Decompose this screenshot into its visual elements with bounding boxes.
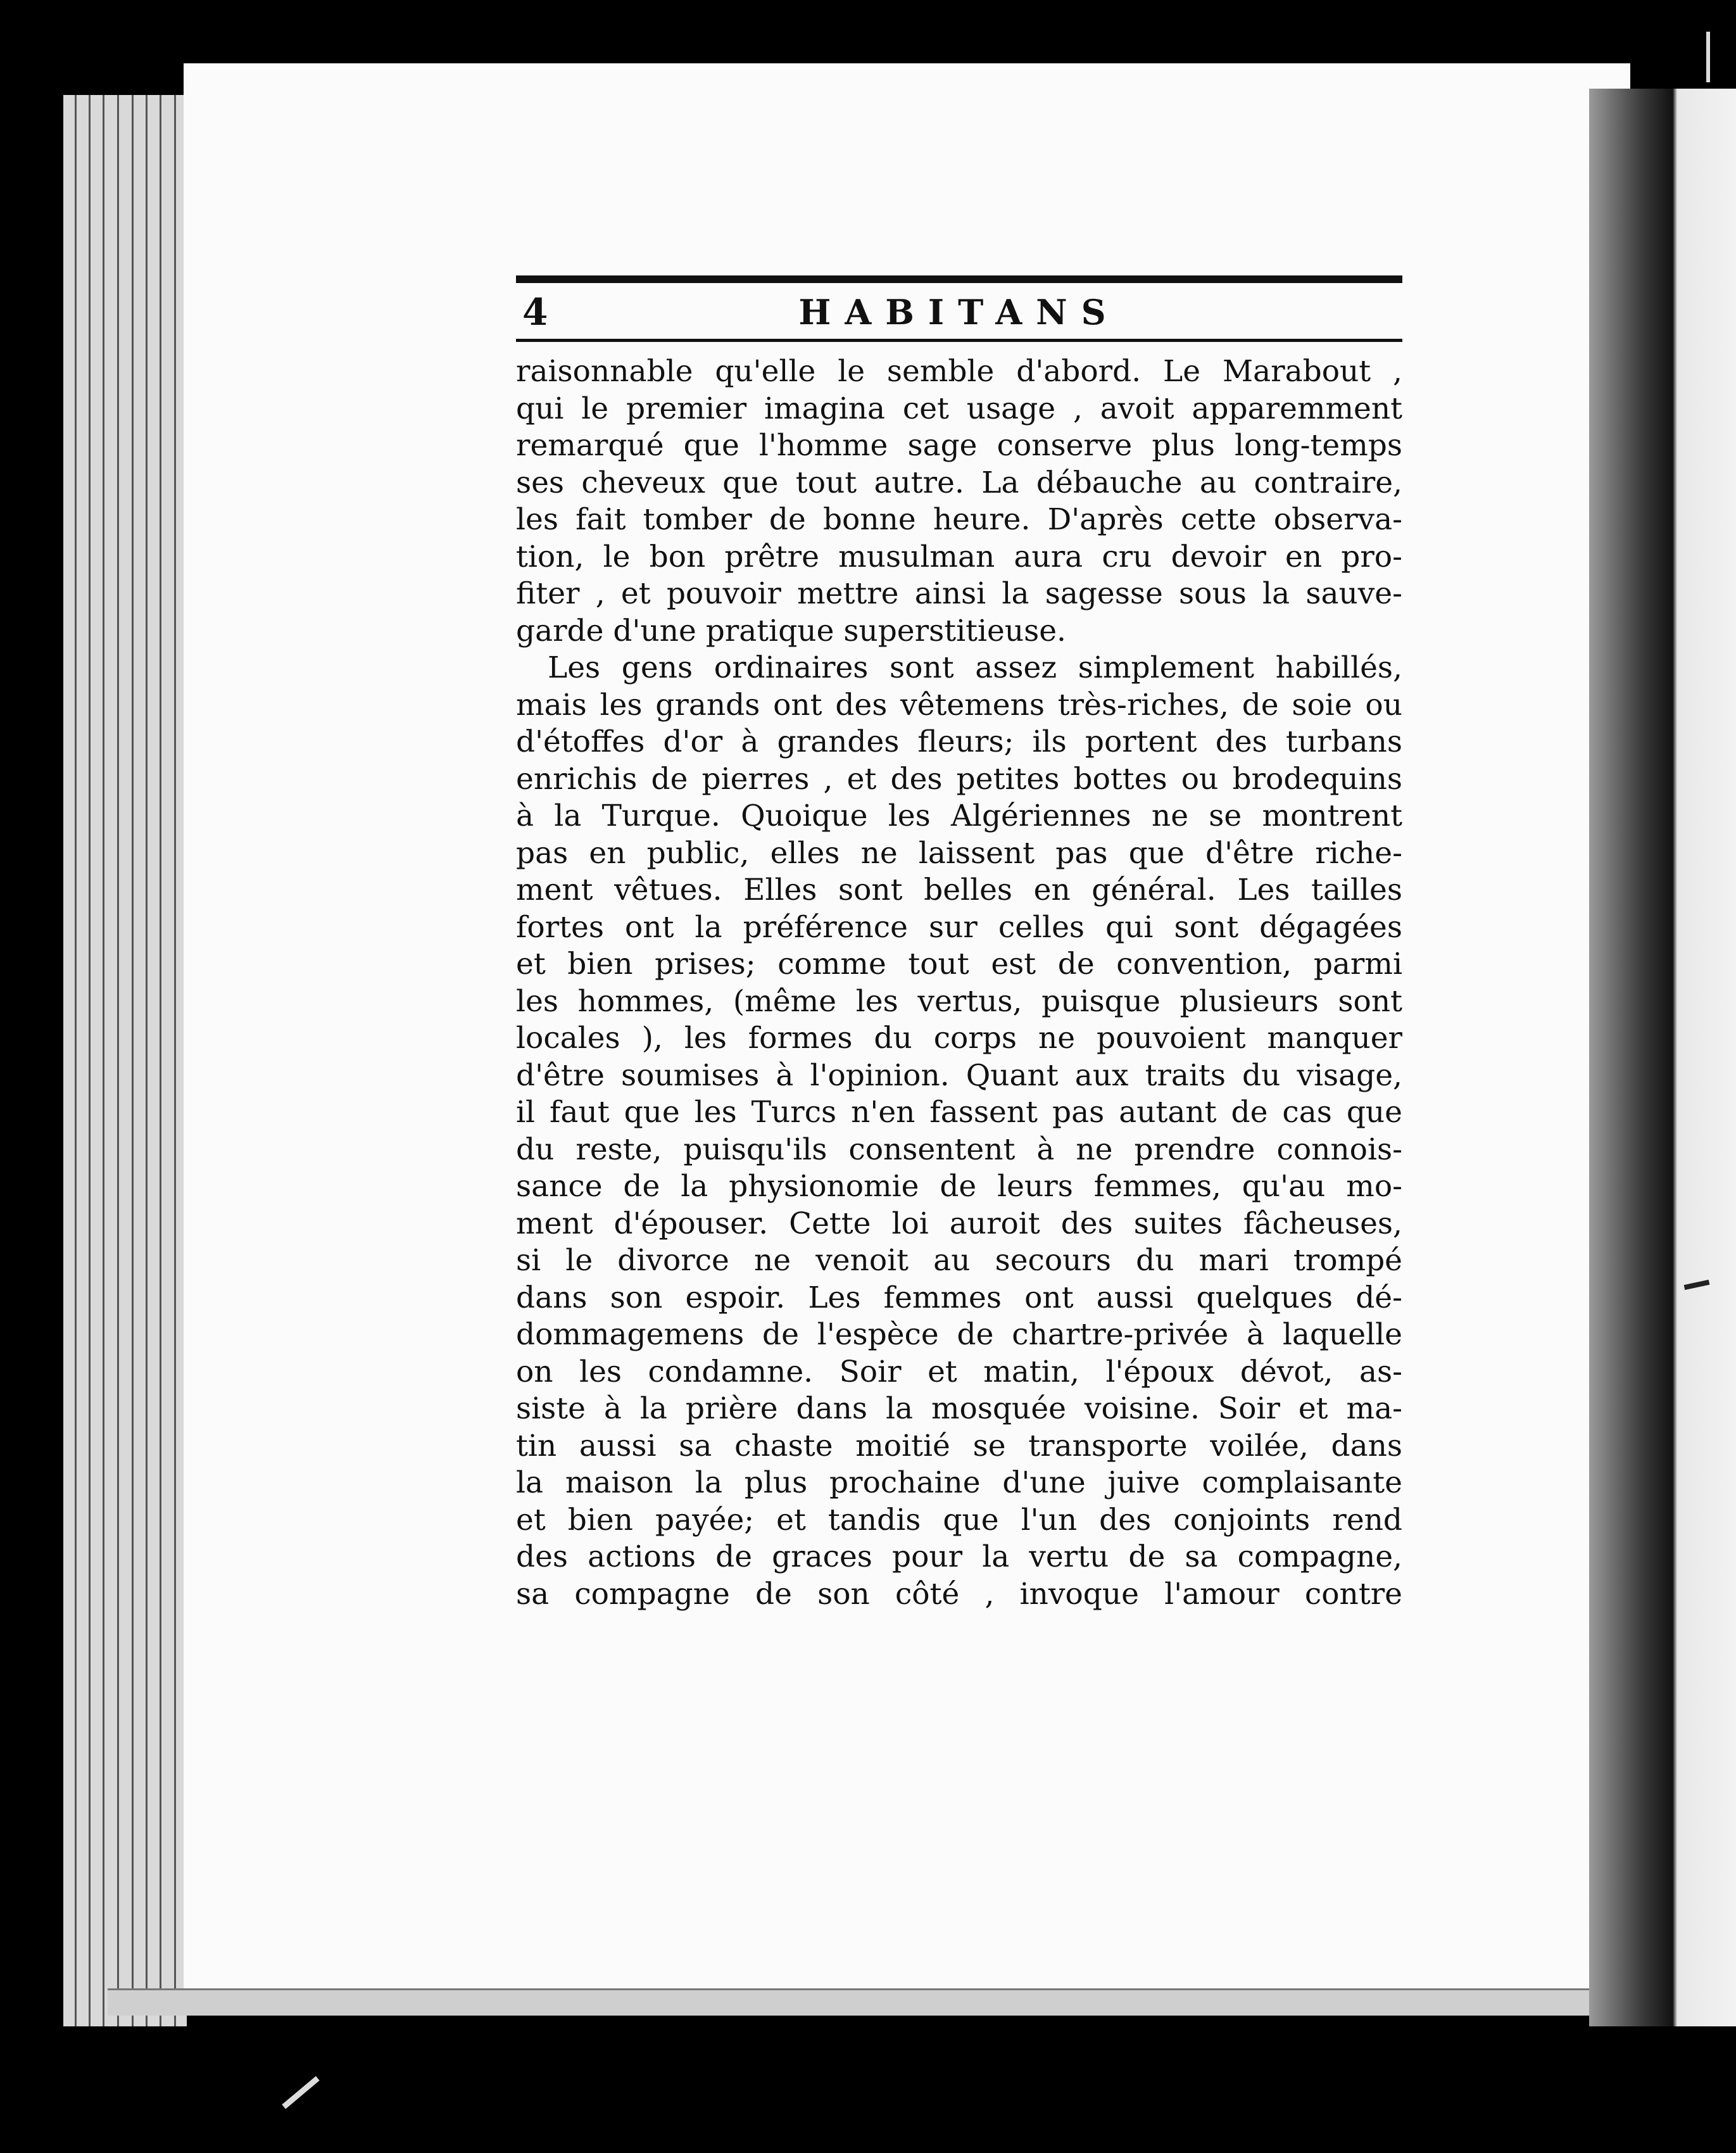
page-edge-line bbox=[89, 95, 91, 2026]
page-edge-line bbox=[103, 95, 104, 2026]
text-line: fiter , et pouvoir mettre ainsi la sagesse sous la sauve- bbox=[516, 576, 1402, 611]
text-line: sance de la physionomie de leurs femmes, qu'au mo- bbox=[516, 1169, 1402, 1204]
page-edge-line bbox=[132, 95, 134, 2026]
page-edges-left bbox=[63, 95, 187, 2026]
text-line: dommagemens de l'espèce de chartre-privée à laquelle bbox=[516, 1317, 1402, 1352]
text-line: qui le premier imagina cet usage , avoit apparemment bbox=[516, 391, 1402, 426]
running-head bbox=[516, 275, 1402, 345]
text-line: tion, le bon prêtre musulman aura cru devoir en pro- bbox=[516, 539, 1402, 574]
text-line: les fait tomber de bonne heure. D'après cette observa- bbox=[516, 502, 1402, 537]
text-line: pas en public, elles ne laissent pas que d'être riche- bbox=[516, 835, 1402, 871]
scan-speck bbox=[1706, 32, 1710, 82]
text-line: mais les grands ont des vêtemens très-riches, de soie ou bbox=[516, 687, 1402, 723]
text-line: siste à la prière dans la mosquée voisine. Soir et ma- bbox=[516, 1391, 1402, 1426]
text-line: ment vêtues. Elles sont belles en général. Les tailles bbox=[516, 873, 1402, 907]
text-line: d'étoffes d'or à grandes fleurs; ils portent des turbans bbox=[516, 724, 1402, 759]
page-edge-line bbox=[174, 95, 176, 2026]
page-edge-line bbox=[146, 95, 148, 2026]
text-line: dans son espoir. Les femmes ont aussi quelques dé- bbox=[516, 1280, 1402, 1315]
text-line: ment d'épouser. Cette loi auroit des suites fâcheuses, bbox=[516, 1206, 1402, 1241]
text-line: si le divorce ne venoit au secours du mari trompé bbox=[516, 1243, 1402, 1278]
text-line: la maison la plus prochaine d'une juive complaisante bbox=[516, 1465, 1402, 1500]
text-line: on les condamne. Soir et matin, l'époux dévot, as- bbox=[516, 1354, 1402, 1389]
text-line: locales ), les formes du corps ne pouvoient manquer bbox=[516, 1021, 1402, 1056]
text-line: il faut que les Turcs n'en fassent pas autant de cas que bbox=[516, 1095, 1402, 1130]
page-number: 4 bbox=[522, 291, 548, 334]
text-line: d'être soumises à l'opinion. Quant aux traits du visage, bbox=[516, 1058, 1402, 1093]
header-rule-bottom bbox=[516, 339, 1402, 342]
text-line: tin aussi sa chaste moitié se transporte voilée, dans bbox=[516, 1428, 1402, 1463]
binding-gutter bbox=[1589, 89, 1736, 2026]
text-line: les hommes, (même les vertus, puisque plusieurs sont bbox=[516, 983, 1402, 1019]
header-rule-top bbox=[516, 275, 1402, 283]
text-line: fortes ont la préférence sur celles qui sont dégagées bbox=[516, 909, 1402, 945]
paragraph-end-line: garde d'une pratique superstitieuse. bbox=[516, 613, 1066, 648]
running-title: HABITANS bbox=[798, 292, 1120, 332]
page-edge-line bbox=[75, 95, 77, 2026]
body-text bbox=[516, 353, 1402, 1613]
page-edge-line bbox=[160, 95, 161, 2026]
text-line: enrichis de pierres , et des petites bottes ou brodequins bbox=[516, 761, 1402, 797]
text-line: remarqué que l'homme sage conserve plus long-temps bbox=[516, 428, 1402, 463]
text-line: des actions de graces pour la vertu de sa compagne, bbox=[516, 1539, 1402, 1574]
text-line: du reste, puisqu'ils consentent à ne prendre connois- bbox=[516, 1132, 1402, 1167]
paragraph-start-line: Les gens ordinaires sont assez simplement habillés, bbox=[548, 650, 1402, 685]
page-edge-line bbox=[117, 95, 119, 2026]
text-line: et bien payée; et tandis que l'un des conjoints rend bbox=[516, 1502, 1402, 1537]
text-line: raisonnable qu'elle le semble d'abord. Le Marabout , bbox=[516, 354, 1402, 389]
text-line: et bien prises; comme tout est de convention, parmi bbox=[516, 947, 1402, 982]
page-edges-bottom bbox=[108, 1988, 1627, 2016]
text-line: sa compagne de son côté , invoque l'amour contre bbox=[516, 1576, 1402, 1612]
scan-speck bbox=[282, 2076, 319, 2109]
text-line: ses cheveux que tout autre. La débauche au contraire, bbox=[516, 465, 1402, 500]
text-line: à la Turque. Quoique les Algériennes ne se montrent bbox=[516, 799, 1402, 833]
